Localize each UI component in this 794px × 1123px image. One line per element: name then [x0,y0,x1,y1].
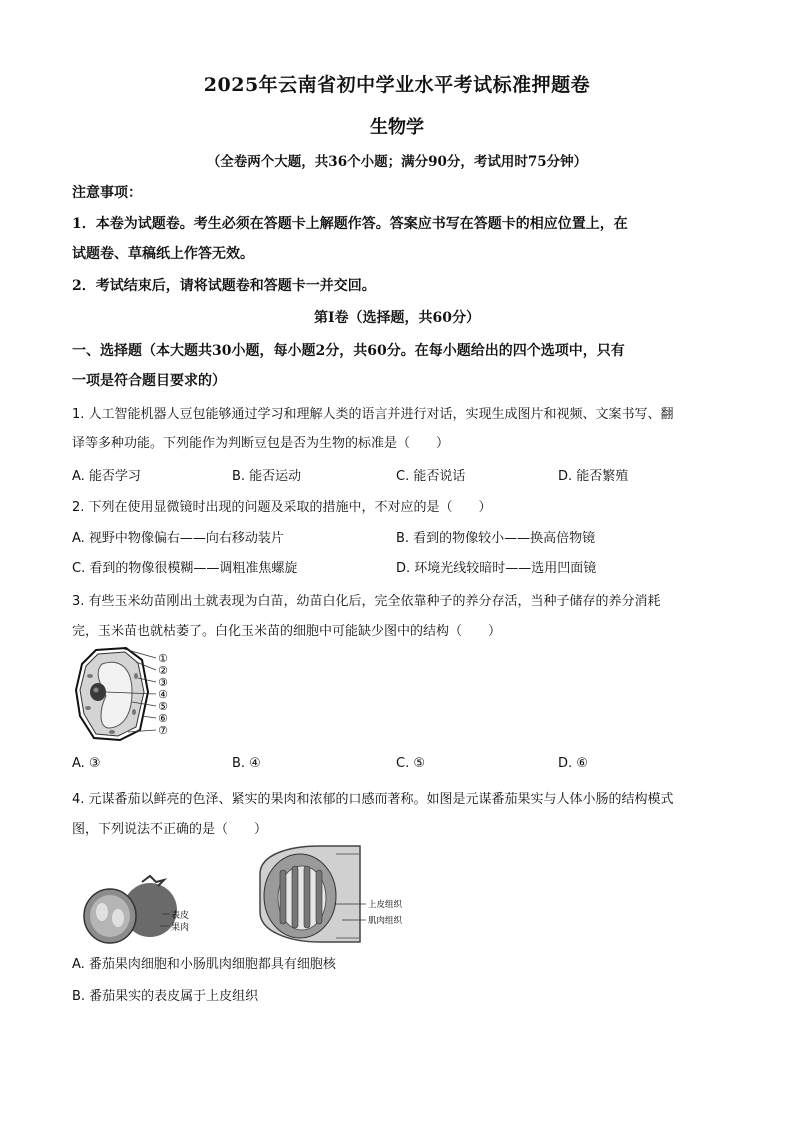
q2-option-b: B. 看到的物像较小——换高倍物镜 [396,531,596,546]
q3-option-c: C. ⑤ [396,756,425,771]
q3-stem-line2: 完，玉米苗也就枯萎了。白化玉米苗的细胞中可能缺少图中的结构（ ） [72,624,502,639]
label-pulp: 果肉 [171,923,190,933]
plant-cell-figure [72,646,177,742]
intestine-figure [250,844,420,946]
nucleolus [94,688,99,693]
label-epithelial-tissue: 上皮组织 [368,900,403,910]
q3-stem-line1: 3. 有些玉米幼苗刚出土就表现为白苗，幼苗白化后，完全依靠种子的养分存活，当种子储存的养分消耗 [72,594,661,609]
q4-stem-line1: 4. 元谋番茄以鲜亮的色泽、紧实的果肉和浓郁的口感而著称。如图是元谋番茄果实与人体小肠的结构模式 [72,792,674,807]
label-muscle-tissue: 肌肉组织 [368,916,403,926]
label-1: ① [158,652,168,665]
q4-stem-line2: 图，下列说法不正确的是（ ） [72,822,268,837]
q2-stem-line1: 2. 下列在使用显微镜时出现的问题及采取的措施中，不对应的是（ ） [72,500,492,515]
label-3: ③ [158,676,168,689]
q1-stem-line2: 译等多种功能。下列能作为判断豆包是否为生物的标准是（ ） [72,436,450,451]
notice-item1-line2: 试题卷、草稿纸上作答无效。 [72,246,254,262]
label-6: ⑥ [158,712,168,725]
label-7: ⑦ [158,724,168,737]
seed-cavity [112,909,124,927]
cut-tomato-flesh [90,895,130,937]
q4-option-b: B. 番茄果实的表皮属于上皮组织 [72,989,259,1004]
q2-option-c: C. 看到的物像很模糊——调粗准焦螺旋 [72,561,298,576]
section1-heading-line1: 一、选择题（本大题共30小题，每小题2分，共60分。在每小题给出的四个选项中，只有 [72,343,625,359]
notice-item1-line1: 1．本卷为试题卷。考生必须在答题卡上解题作答。答案应书写在答题卡的相应位置上，在 [72,216,628,232]
chloroplast [132,709,136,715]
label-epidermis: 表皮 [171,911,190,921]
seed-cavity [96,903,108,921]
q2-option-a: A. 视野中物像偏右——向右移动装片 [72,531,284,546]
label-2: ② [158,664,168,677]
intestinal-fold [292,866,298,928]
q2-option-d: D. 环境光线较暗时——选用凹面镜 [396,561,597,576]
label-4: ④ [158,688,168,701]
q4-option-a: A. 番茄果肉细胞和小肠肌肉细胞都具有细胞核 [72,957,336,972]
q1-option-b: B. 能否运动 [232,469,302,484]
chloroplast [109,730,115,734]
label-5: ⑤ [158,700,168,713]
tomato-figure [80,870,200,946]
section1-heading-line2: 一项是符合题目要求的） [72,373,226,389]
chloroplast [87,674,93,678]
q3-option-a: A. ③ [72,756,101,771]
chloroplast [85,706,91,710]
exam-note: （全卷两个大题，共36个小题；满分90分，考试用时75分钟） [206,154,588,170]
intestinal-fold [280,870,286,924]
q1-option-a: A. 能否学习 [72,469,141,484]
notice-heading: 注意事项： [72,185,142,201]
intestinal-fold [304,866,310,928]
intestinal-fold [316,870,322,924]
q3-option-b: B. ④ [232,756,261,771]
nucleus [90,683,106,701]
q3-option-d: D. ⑥ [558,756,588,771]
q1-option-c: C. 能否说话 [396,469,466,484]
section1-title: 第Ⅰ卷（选择题，共60分） [313,310,481,326]
exam-title: 2025年云南省初中学业水平考试标准押题卷 [203,74,591,96]
chloroplast [134,673,138,679]
exam-subject: 生物学 [370,117,424,138]
q1-stem-line1: 1. 人工智能机器人豆包能够通过学习和理解人类的语言并进行对话，实现生成图片和视频、文案书写、翻 [72,407,674,422]
q1-option-d: D. 能否繁殖 [558,469,629,484]
notice-item2: 2．考试结束后，请将试题卷和答题卡一并交回。 [72,278,376,294]
